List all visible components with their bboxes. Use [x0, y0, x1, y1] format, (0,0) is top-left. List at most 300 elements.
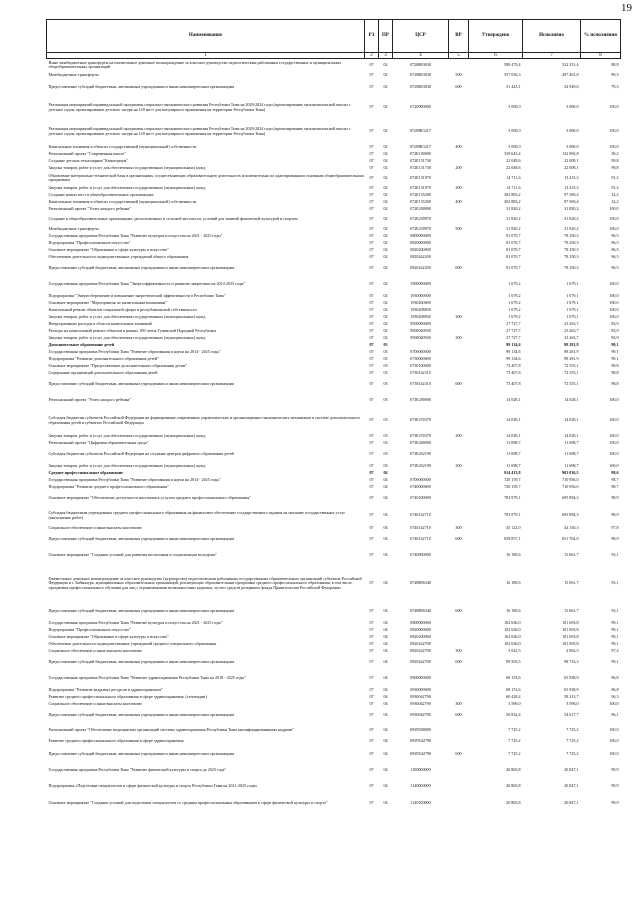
- row-rz: 07: [369, 341, 374, 347]
- row-rz: 07: [369, 608, 374, 614]
- row-executed: 14 028,1: [564, 432, 579, 438]
- row-approved: 73 407,8: [506, 381, 521, 387]
- row-pr: 02: [383, 334, 388, 340]
- row-pr: 03: [383, 397, 388, 403]
- row-percent: 99,9: [611, 799, 619, 805]
- row-pr: 02: [383, 265, 388, 271]
- row-name: Предоставление субсидий бюджетным, автономным учреждениям и иным некоммерческим организациям: [48, 751, 235, 757]
- row-percent: 39,2: [611, 150, 619, 156]
- row-percent: 96,3: [611, 693, 619, 699]
- row-name: Подпрограмма "Профессиональное искусство": [48, 626, 131, 632]
- row-csr: 072E151870: [410, 174, 431, 180]
- header-csr: ЦСР: [393, 20, 449, 53]
- row-executed: 58 213,7: [564, 693, 579, 699]
- row-vr: 500: [455, 225, 462, 231]
- row-rz: 07: [369, 619, 374, 625]
- row-vr: [449, 724, 469, 737]
- row-csr: 0730100000: [410, 362, 431, 368]
- row-vr: [449, 192, 469, 199]
- row-csr: 9500000000: [410, 320, 431, 326]
- row-executed: 651 764,0: [562, 536, 579, 542]
- table-row: [47, 470, 621, 477]
- row-vr: [449, 440, 469, 447]
- row-approved: 1 679,2: [508, 299, 521, 305]
- row-pr: 02: [383, 150, 388, 156]
- row-vr: [449, 484, 469, 491]
- row-name: Обеспечение деятельности подведомственных учреждений среднего-специального образования: [48, 640, 217, 646]
- row-percent: 100,0: [609, 451, 619, 457]
- row-vr: [449, 409, 469, 433]
- row-executed: 101 693,8: [562, 633, 579, 639]
- table-row: [47, 254, 621, 261]
- row-csr: 07208R3030: [409, 84, 432, 90]
- row-pr: 02: [383, 184, 388, 190]
- row-rz: 07: [369, 700, 374, 706]
- row-rz: 07: [369, 462, 374, 468]
- row-csr: 0740142710: [410, 524, 431, 530]
- row-approved: 14 028,1: [506, 417, 521, 423]
- table-row: [47, 763, 621, 779]
- row-executed: 3 000,0: [566, 128, 579, 134]
- row-name: Социальное обеспечение и иные выплаты населению: [48, 700, 142, 706]
- row-vr: [449, 321, 469, 328]
- row-pr: 04: [383, 675, 388, 681]
- row-approved: 27 727,7: [506, 334, 521, 340]
- row-csr: 0730142310: [410, 381, 431, 387]
- row-pr: 03: [383, 451, 388, 457]
- row-executed: 31 820,2: [564, 225, 579, 231]
- row-executed: 72 555,1: [564, 381, 579, 387]
- row-rz: 07: [369, 320, 374, 326]
- table-row: [47, 233, 621, 240]
- row-percent: 98,9: [611, 536, 619, 542]
- row-vr: [449, 641, 469, 648]
- row-percent: 91,2: [611, 174, 619, 180]
- row-name: Обеспечение деятельности подведомственных учреждений общего образования: [48, 253, 189, 259]
- row-percent: 100,0: [609, 439, 619, 445]
- row-executed: 20 847,1: [564, 783, 579, 789]
- row-csr: 9500040930: [410, 327, 431, 333]
- row-pr: 04: [383, 686, 388, 692]
- row-csr: 073E452190: [410, 462, 431, 468]
- row-csr: 0820200000: [410, 246, 431, 252]
- row-executed: 44 130,3: [564, 524, 579, 530]
- row-vr: 200: [455, 432, 462, 438]
- row-pr: 04: [383, 712, 388, 718]
- row-rz: 07: [369, 640, 374, 646]
- row-vr: 400: [455, 143, 462, 149]
- row-executed: 20 847,1: [564, 799, 579, 805]
- row-rz: 07: [369, 362, 374, 368]
- row-pr: 04: [383, 693, 388, 699]
- row-executed: 31 820,2: [564, 215, 579, 221]
- row-vr: [449, 213, 469, 226]
- row-executed: 1 679,1: [566, 281, 579, 287]
- row-name: Реализация мероприятий индивидуальной программы социально-экономического развития Республики Тыва на 2020-2024 годы (проектирование малокомплектной школы с детским садом, проектирование детского лагеря на 120 мест для популярного применения на территории Республики Тыва): [48, 126, 351, 136]
- row-rz: 07: [369, 512, 374, 518]
- row-name: Закупка товаров, работ и услуг для обеспечения государственных (муниципальных) нужд: [48, 184, 206, 190]
- row-pr: 04: [383, 659, 388, 665]
- table-row: [47, 491, 621, 507]
- row-vr: [449, 120, 469, 144]
- row-approved: 14 711,6: [506, 184, 521, 190]
- row-csr: 1930000000: [410, 292, 431, 298]
- row-percent: 99,1: [611, 348, 619, 354]
- row-rz: 07: [369, 626, 374, 632]
- row-pr: 04: [383, 469, 388, 475]
- row-pr: 02: [383, 327, 388, 333]
- row-pr: 02: [383, 232, 388, 238]
- row-percent: 99,9: [611, 767, 619, 773]
- row-name: Региональный проект "Успех каждого ребенка": [48, 397, 132, 403]
- row-csr: 1900000000: [410, 281, 431, 287]
- row-vr: [449, 277, 469, 293]
- row-name: Межбюджетные трансферты: [48, 72, 99, 78]
- row-csr: 072E250970: [410, 215, 431, 221]
- row-executed: 98 281,9: [564, 355, 579, 361]
- row-approved: 81 070,7: [506, 239, 521, 245]
- row-executed: 98 281,9: [564, 341, 579, 347]
- row-vr: [449, 694, 469, 701]
- row-name: Развитие среднего профессионального образования в сфере здравоохранения. (стипендии): [48, 693, 207, 699]
- row-rz: 07: [369, 265, 374, 271]
- row-name: Государственная программа Республики Тыва "Развитие образования и науки на 2014 - 2025 годы": [48, 476, 221, 482]
- row-pr: 04: [383, 799, 388, 805]
- budget-execution-table: [46, 19, 621, 812]
- row-vr: [449, 687, 469, 694]
- table-row: [47, 80, 621, 96]
- row-approved: 720 159,7: [504, 483, 521, 489]
- row-percent: 100,0: [609, 128, 619, 134]
- row-vr: [449, 548, 469, 564]
- row-percent: 97,4: [611, 647, 619, 653]
- row-percent: 100,0: [609, 417, 619, 423]
- table-row: [47, 226, 621, 233]
- table-row: [47, 59, 621, 72]
- row-name: Предоставление субсидий бюджетным, автономным учреждениям и иным некоммерческим организациям: [48, 659, 235, 665]
- row-rz: 07: [369, 524, 374, 530]
- row-pr: 02: [383, 191, 388, 197]
- row-executed: 15 061,7: [564, 580, 579, 586]
- row-approved: 302 883,2: [504, 198, 521, 204]
- row-rz: 07: [369, 174, 374, 180]
- row-executed: 7 725,2: [566, 738, 579, 744]
- row-percent: 98,9: [611, 512, 619, 518]
- table-row: [47, 172, 621, 185]
- row-csr: 072E151730: [410, 164, 431, 170]
- row-vr: [449, 151, 469, 158]
- table-row: [47, 363, 621, 370]
- row-percent: 99,1: [611, 633, 619, 639]
- row-executed: 15 061,7: [564, 552, 579, 558]
- row-approved: 703 979,1: [504, 495, 521, 501]
- row-rz: 07: [369, 767, 374, 773]
- row-csr: 0820000000: [410, 626, 431, 632]
- row-pr: 03: [383, 369, 388, 375]
- row-name: Капитальные вложения в объекты государственной (муниципальной) собственности: [48, 198, 197, 204]
- row-csr: 072E151730: [410, 157, 431, 163]
- row-approved: 99 134,6: [506, 355, 521, 361]
- row-approved: 81 070,7: [506, 265, 521, 271]
- row-csr: 07208R3030: [409, 72, 432, 78]
- row-csr: 1100000000: [410, 767, 431, 773]
- table-row: [47, 144, 621, 151]
- row-executed: 497 401,8: [562, 72, 579, 78]
- row-csr: 073E255370: [410, 432, 431, 438]
- row-executed: 15 061,7: [564, 608, 579, 614]
- row-percent: 99,1: [611, 341, 619, 347]
- row-percent: 93,1: [611, 608, 619, 614]
- row-executed: 78 250,3: [564, 253, 579, 259]
- row-vr: [449, 206, 469, 213]
- row-pr: 04: [383, 619, 388, 625]
- row-vr: [449, 779, 469, 795]
- row-pr: 02: [383, 225, 388, 231]
- table-row: [47, 342, 621, 349]
- row-executed: 7 725,2: [566, 726, 579, 732]
- row-executed: 65 938,9: [564, 675, 579, 681]
- row-rz: 07: [369, 164, 374, 170]
- row-rz: 07: [369, 299, 374, 305]
- row-percent: 100,0: [609, 397, 619, 403]
- row-pr: 02: [383, 253, 388, 259]
- row-executed: 13 415,3: [564, 174, 579, 180]
- row-executed: 1 679,1: [566, 313, 579, 319]
- row-executed: 1 679,1: [566, 292, 579, 298]
- row-executed: 23 263,7: [564, 320, 579, 326]
- row-vr: 200: [455, 313, 462, 319]
- row-pr: 03: [383, 432, 388, 438]
- table-row: [47, 701, 621, 708]
- row-percent: 100,0: [609, 104, 619, 110]
- row-pr: 04: [383, 640, 388, 646]
- row-csr: 093N542790: [409, 738, 432, 744]
- row-csr: 0820242700: [410, 647, 431, 653]
- row-percent: 32,2: [611, 191, 619, 197]
- row-pr: 04: [383, 751, 388, 757]
- header-approved: Утверждено: [469, 20, 523, 53]
- row-pr: 04: [383, 524, 388, 530]
- row-percent: 99,1: [611, 659, 619, 665]
- row-name: Предоставление субсидий бюджетным, автономным учреждениям и иным некоммерческим организациям: [48, 265, 235, 271]
- row-vr: [449, 158, 469, 165]
- row-name: Капитальные вложения в объекты государственной (муниципальной) собственности: [48, 143, 197, 149]
- row-executed: 78 250,3: [564, 239, 579, 245]
- row-rz: 07: [369, 633, 374, 639]
- row-executed: 3 000,0: [566, 104, 579, 110]
- row-approved: 7 725,2: [508, 751, 521, 757]
- table-row: [47, 433, 621, 440]
- row-csr: 0820242700: [410, 659, 431, 665]
- row-pr: 04: [383, 647, 388, 653]
- row-name: Предоставление субсидий бюджетным, автономным учреждениям и иным некоммерческим организациям: [48, 84, 235, 90]
- row-executed: 11 698,7: [564, 451, 579, 457]
- row-pr: 02: [383, 215, 388, 221]
- table-row: [47, 532, 621, 548]
- row-csr: 07408R6340: [409, 580, 432, 586]
- row-approved: 20 865,8: [506, 799, 521, 805]
- column-number: 6: [469, 53, 523, 59]
- table-row: [47, 655, 621, 671]
- row-vr: 300: [455, 700, 462, 706]
- table-row: [47, 321, 621, 328]
- row-name: Предоставление субсидий бюджетным, автономным учреждениям и иным некоммерческим организациям: [48, 608, 235, 614]
- row-rz: 07: [369, 205, 374, 211]
- row-rz: 07: [369, 369, 374, 375]
- table-row: [47, 314, 621, 321]
- table-row: [47, 409, 621, 433]
- row-rz: 07: [369, 143, 374, 149]
- row-pr: 02: [383, 299, 388, 305]
- column-number: 1: [47, 53, 365, 59]
- row-pr: 04: [383, 476, 388, 482]
- row-approved: 102 636,0: [504, 626, 521, 632]
- row-approved: 14 028,1: [506, 397, 521, 403]
- row-csr: 072E155200: [410, 198, 431, 204]
- row-executed: 695 894,3: [562, 512, 579, 518]
- row-csr: 093N542790: [409, 751, 432, 757]
- row-executed: 11 698,7: [564, 439, 579, 445]
- header-percent: % исполнения: [581, 20, 621, 53]
- row-name: Дополнительное образование детей: [48, 341, 115, 347]
- row-csr: 1930208830: [410, 313, 431, 319]
- row-approved: 45 122,0: [506, 524, 521, 530]
- row-executed: 11 698,7: [564, 462, 579, 468]
- table-row: [47, 293, 621, 300]
- row-pr: 04: [383, 536, 388, 542]
- row-rz: 07: [369, 292, 374, 298]
- row-csr: 0930042790: [410, 693, 431, 699]
- row-executed: 13 415,3: [564, 184, 579, 190]
- row-percent: 96,1: [611, 712, 619, 718]
- row-vr: 600: [455, 536, 462, 542]
- table-row: [47, 737, 621, 747]
- row-vr: 200: [455, 184, 462, 190]
- column-number: 4: [393, 53, 449, 59]
- row-name: Государственная программа Республики Тыва "Энергоэффективность и развитие энергетики на 2014-2025 годы": [48, 281, 246, 287]
- row-approved: 22 048,6: [506, 157, 521, 163]
- row-name: Основное мероприятие "Создание условий для развития воспитания и социализации молодежи": [48, 552, 218, 558]
- table-row: [47, 185, 621, 192]
- row-executed: 22 008,1: [564, 164, 579, 170]
- row-name: Подпрограмма "Развитие дополнительного образования детей": [48, 355, 159, 361]
- row-vr: [449, 349, 469, 356]
- row-percent: 79,3: [611, 84, 619, 90]
- row-csr: 07208R3030: [409, 62, 432, 67]
- row-csr: 073E200000: [410, 397, 431, 403]
- row-csr: 072E155200: [410, 191, 431, 197]
- row-pr: 04: [383, 512, 388, 518]
- table-row: [47, 213, 621, 226]
- row-csr: 0930042790: [410, 712, 431, 718]
- row-percent: 98,9: [611, 495, 619, 501]
- row-executed: 23 263,7: [564, 334, 579, 340]
- row-approved: 99 134,6: [506, 348, 521, 354]
- row-vr: [449, 328, 469, 335]
- row-approved: 658 857,1: [504, 536, 521, 542]
- row-executed: 2 962,5: [566, 647, 579, 653]
- row-approved: 31 820,2: [506, 215, 521, 221]
- row-executed: 101 693,8: [562, 619, 579, 625]
- row-percent: 97,8: [611, 524, 619, 530]
- row-executed: 695 894,3: [562, 495, 579, 501]
- row-vr: [449, 470, 469, 477]
- header-rz: РЗ: [365, 20, 379, 53]
- table-row: [47, 525, 621, 532]
- row-pr: 02: [383, 72, 388, 78]
- row-percent: 100,0: [609, 225, 619, 231]
- row-rz: 07: [369, 281, 374, 287]
- table-row: [47, 604, 621, 620]
- row-rz: 07: [369, 726, 374, 732]
- row-approved: 22 048,6: [506, 164, 521, 170]
- row-percent: 100,0: [609, 700, 619, 706]
- row-percent: 32,2: [611, 198, 619, 204]
- row-rz: 07: [369, 397, 374, 403]
- row-percent: 100,0: [609, 205, 619, 211]
- row-pr: 03: [383, 341, 388, 347]
- table-row: [47, 548, 621, 564]
- row-rz: 07: [369, 306, 374, 312]
- row-approved: 27 727,7: [506, 320, 521, 326]
- row-name: Иные межбюджетные трансферты на ежемесячное денежное вознаграждение за классное руководство педагогическим работникам государственных и муниципальных общеобразовательных организаций: [48, 59, 342, 70]
- row-csr: 0820000000: [410, 239, 431, 245]
- row-rz: 07: [369, 647, 374, 653]
- row-name: Государственная программа Республики Тыва "Развитие образования и науки на 2014 - 2025 годы": [48, 348, 221, 354]
- row-name: Социальное обеспечение и иные выплаты населению: [48, 647, 142, 653]
- row-pr: 02: [383, 157, 388, 163]
- table-row: [47, 747, 621, 763]
- row-approved: 16 180,6: [506, 608, 521, 614]
- table-row: [47, 165, 621, 172]
- row-rz: 07: [369, 239, 374, 245]
- row-csr: 073E255370: [410, 417, 431, 423]
- row-rz: 07: [369, 104, 374, 110]
- row-rz: 07: [369, 675, 374, 681]
- row-name: Ежемесячное денежное вознаграждение за классное руководство (кураторство) педагогическим работникам государственных образовательных организаций субъектов Российской Федерации и г. Байконура, муниципальных образовательных организаций, реализующих образовательные программы среднего профессионального образования, в том числе программы профессионального обучения для лиц с ограниченными возможностями здоровья, за счет средств резервного фонда Правительства Российской Федерации: [48, 575, 362, 590]
- row-pr: 04: [383, 783, 388, 789]
- row-vr: [449, 240, 469, 247]
- row-percent: 96,5: [611, 246, 619, 252]
- column-number: 3: [379, 53, 393, 59]
- row-csr: 073E452190: [410, 451, 431, 457]
- row-executed: 3 596,0: [566, 700, 579, 706]
- row-approved: 3 000,0: [508, 128, 521, 134]
- row-percent: 100,0: [609, 751, 619, 757]
- row-executed: 72 555,1: [564, 369, 579, 375]
- row-approved: 339 643,4: [504, 150, 521, 156]
- row-approved: 81 070,7: [506, 246, 521, 252]
- row-vr: [449, 96, 469, 120]
- row-percent: 98,8: [611, 362, 619, 368]
- row-approved: 102 636,0: [504, 633, 521, 639]
- row-pr: 03: [383, 417, 388, 423]
- row-name: Обновление материально-технической базы в организациях, осуществляющих образовательную деятельность исключительно по адаптированным основным общеобразовательным программам: [48, 172, 364, 182]
- row-executed: 31 820,2: [564, 205, 579, 211]
- row-pr: 02: [383, 239, 388, 245]
- row-csr: 072E200000: [410, 205, 431, 211]
- row-rz: 07: [369, 439, 374, 445]
- row-csr: [393, 470, 449, 477]
- table-row: [47, 120, 621, 144]
- row-executed: 20 847,1: [564, 767, 579, 773]
- row-name: Создание новых мест в общеобразовательных организациях: [48, 191, 154, 197]
- row-name: Реализация мероприятий индивидуальной программы социально-экономического развития Республики Тыва на 2020-2024 годы (проектирование малокомплектной школы с детским садом, проектирование детского лагеря на 120 мест для популярного применения на территории Республики Тыва): [48, 102, 351, 112]
- row-executed: 710 956,0: [562, 476, 579, 482]
- table-body: [47, 59, 621, 812]
- table-header-row: [47, 20, 621, 53]
- row-pr: 02: [383, 246, 388, 252]
